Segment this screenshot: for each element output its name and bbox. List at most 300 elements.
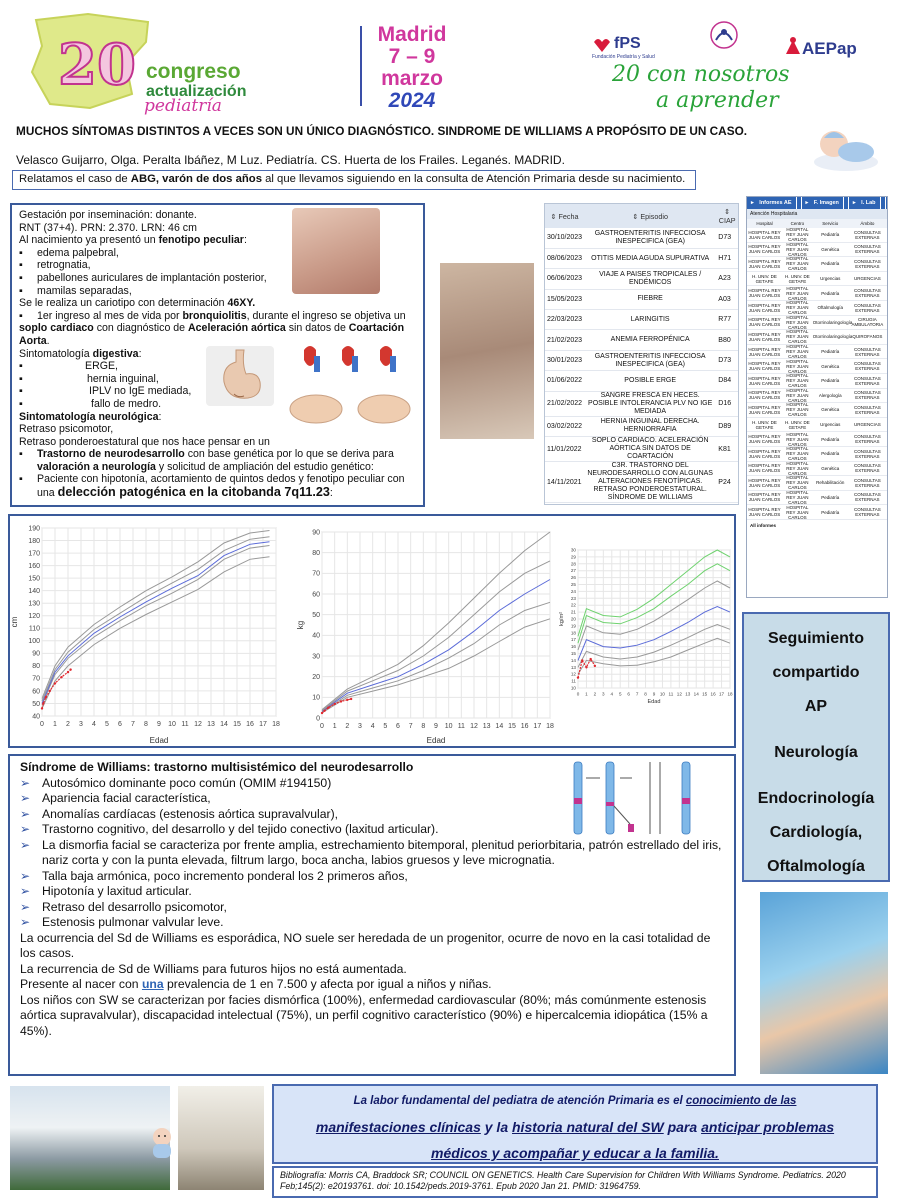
arrow-bullet-icon: ➢ <box>20 899 31 914</box>
newborn-photo <box>292 208 380 294</box>
report-servicio: Otorrinolaringología <box>812 319 853 325</box>
x-tick-label: 9 <box>652 691 656 697</box>
followup-line: Neurología <box>774 744 858 761</box>
report-row[interactable] <box>747 286 887 301</box>
y-axis-label: cm <box>10 616 19 628</box>
episode-fecha: 30/10/2023 <box>545 228 584 248</box>
arrow-bullet-icon: ➢ <box>20 884 31 898</box>
x-tick-label: 13 <box>207 721 215 728</box>
x-axis-label: Edad <box>426 736 446 745</box>
followup-line: Cardiología, <box>769 824 863 841</box>
followup-line: AP <box>804 698 828 715</box>
association-emblem-icon <box>704 20 744 56</box>
y-tick-label: 100 <box>28 638 40 646</box>
report-row[interactable] <box>747 359 887 374</box>
report-hospital: H. UNIV. DE GETAFE <box>752 419 777 430</box>
report-row[interactable] <box>747 476 887 491</box>
event-days: 7 – 9 <box>388 45 436 68</box>
report-servicio: Pediatría <box>821 509 840 515</box>
x-tick-label: 1 <box>585 691 588 697</box>
report-centro: HOSPITAL REY JUAN CARLOS <box>786 344 809 360</box>
followup-spacer <box>744 724 888 736</box>
digestive-item: ▪ hernia inguinal, <box>19 372 159 385</box>
baby-mascot-icon <box>148 1126 176 1160</box>
y-tick-label: 30 <box>312 653 320 661</box>
episode-ciap: H71 <box>716 248 738 268</box>
x-tick-label: 8 <box>421 723 426 730</box>
col-hospital[interactable]: Hospital <box>756 221 773 226</box>
report-ambito: CONSULTAS EXTERNAS <box>853 404 881 415</box>
case-text: Al nacimiento ya presentó un <box>19 234 159 247</box>
report-ambito: CIRUGIA AMBULATORIA <box>851 317 884 328</box>
case-text: Se le realiza un cariotipo con determinación <box>19 297 228 310</box>
x-tick-label: 17 <box>533 723 542 730</box>
y-tick-label: 16 <box>570 644 576 650</box>
report-centro: HOSPITAL REY JUAN CARLOS <box>786 300 809 316</box>
episode-fecha: 11/01/2022 <box>545 437 584 462</box>
episode-ciap: D73 <box>716 350 738 370</box>
x-tick-label: 1 <box>332 723 337 730</box>
williams-paragraph: La recurrencia de Sd de Williams para futuros hijos no está aumentada. <box>20 961 407 976</box>
report-servicio: Genética <box>821 407 840 413</box>
patient-point <box>41 707 43 709</box>
y-tick-label: 21 <box>570 609 576 615</box>
report-hospital: HOSPITAL REY JUAN CARLOS <box>748 492 781 503</box>
x-tick-label: 7 <box>635 691 639 697</box>
patient-point <box>350 698 352 700</box>
pheno-text: mamilas separadas, <box>37 284 132 297</box>
episode-fecha: 22/03/2023 <box>545 310 584 330</box>
report-servicio: Oftalmología <box>817 305 844 311</box>
case-line: Gestación por inseminación: donante. <box>19 209 197 221</box>
report-centro: HOSPITAL REY JUAN CARLOS <box>786 431 809 447</box>
patient-point <box>577 676 579 678</box>
y-tick-label: 150 <box>28 575 40 583</box>
episode-episodio: HERNIA INGUINAL DERECHA. HERNIORRAFIA <box>584 416 716 436</box>
williams-item-text: Talla baja armónica, poco incremento ponderal los 2 primeros años, <box>42 868 408 883</box>
case-line: RNT (37+4). PRN: 2.370. LRN: 46 cm <box>19 221 197 234</box>
y-tick-label: 110 <box>28 625 40 633</box>
infant-photo <box>440 263 534 439</box>
y-tick-label: 180 <box>28 537 40 545</box>
episode-fecha: 03/02/2022 <box>545 416 584 436</box>
x-tick-label: 11 <box>457 723 465 730</box>
episode-fecha: 21/02/2022 <box>545 391 584 416</box>
report-servicio: Pediatría <box>821 261 840 267</box>
x-tick-label: 6 <box>627 691 630 697</box>
report-centro: HOSPITAL REY JUAN CARLOS <box>786 256 809 272</box>
x-tick-label: 14 <box>693 691 699 697</box>
report-centro: HOSPITAL REY JUAN CARLOS <box>786 402 809 418</box>
y-tick-label: 140 <box>28 588 40 595</box>
report-servicio: Genética <box>821 246 840 252</box>
case-line: soplo cardiaco con diagnóstico de Aceleración aórtica sin datos de Coartación Aorta. <box>19 322 405 347</box>
pheno-text: edema palpebral, <box>37 246 119 259</box>
report-centro: HOSPITAL REY JUAN CARLOS <box>786 227 809 243</box>
episode-row[interactable] <box>545 330 738 350</box>
y-tick-label: 160 <box>28 562 40 570</box>
report-row[interactable] <box>747 345 887 360</box>
y-tick-label: 15 <box>570 651 576 657</box>
report-ambito: CONSULTAS EXTERNAS <box>853 258 881 269</box>
patient-point <box>594 665 596 667</box>
x-tick-label: 1 <box>53 721 57 728</box>
episode-fecha: 08/06/2023 <box>545 248 584 268</box>
x-tick-label: 2 <box>593 691 597 697</box>
y-tick-label: 29 <box>570 554 576 560</box>
report-servicio: Urgencias <box>820 422 841 428</box>
event-dates <box>372 24 452 112</box>
x-tick-label: 16 <box>520 723 529 730</box>
chromosome-diagram <box>570 758 720 838</box>
case-line: Sintomatología neurológica: <box>19 410 162 423</box>
logo-word-actualizacion: actualización <box>146 83 247 100</box>
y-tick-label: 30 <box>570 547 576 553</box>
y-tick-label: 17 <box>570 637 576 643</box>
episode-ciap: B80 <box>716 330 738 350</box>
episode-episodio: VIAJE A PAISES TROPICALES / ENDÉMICOS <box>584 269 716 289</box>
report-servicio: Pediatría <box>821 436 840 442</box>
col-centro[interactable]: Centro <box>790 221 805 226</box>
fps-name: fPS <box>614 35 641 52</box>
episode-row[interactable] <box>545 350 738 370</box>
patient-point <box>54 682 56 684</box>
patient-point <box>333 703 335 705</box>
digestive-item: ▪ IPLV no IgE mediada, <box>19 385 192 398</box>
report-row[interactable] <box>747 330 887 345</box>
pheno-text: retrognatia, <box>37 259 91 272</box>
x-tick-label: 0 <box>576 691 580 697</box>
episode-fecha: 21/02/2023 <box>545 330 584 350</box>
report-hospital: HOSPITAL REY JUAN CARLOS <box>748 477 781 488</box>
report-hospital: HOSPITAL REY JUAN CARLOS <box>748 448 781 459</box>
report-servicio: Urgencias <box>820 276 841 282</box>
x-tick-label: 9 <box>434 723 438 730</box>
report-hospital: HOSPITAL REY JUAN CARLOS <box>748 361 781 372</box>
report-row[interactable] <box>747 403 887 418</box>
report-centro: H. UNIV. DE GETAFE <box>784 273 810 284</box>
y-tick-label: 50 <box>32 700 40 708</box>
episode-ciap: D73 <box>716 228 738 248</box>
bmi-chart <box>558 546 734 706</box>
williams-paragraph: La ocurrencia del Sd de Williams es esporádica, NO suele ser heredada de un progenitor, ocurre de novo en la casi totalidad de los casos. <box>20 930 711 960</box>
report-ambito: CONSULTAS EXTERNAS <box>853 361 881 372</box>
report-centro: HOSPITAL REY JUAN CARLOS <box>786 489 809 505</box>
height-chart <box>12 520 282 746</box>
report-ambito: CONSULTAS EXTERNAS <box>853 229 881 240</box>
report-servicio: Rehabilitación <box>816 480 845 486</box>
y-tick-label: 10 <box>312 694 320 702</box>
slogan-line-2: a aprender <box>656 88 779 113</box>
report-servicio: Pediatría <box>821 451 840 457</box>
report-hospital: HOSPITAL REY JUAN CARLOS <box>748 244 781 255</box>
aepap-name: AEPap <box>802 39 857 58</box>
case-line <box>19 297 416 310</box>
patient-point <box>67 671 69 673</box>
williams-item-text: Anomalías cardíacas (estenosis aórtica supravalvular), <box>42 806 339 821</box>
x-tick-label: 5 <box>105 721 109 728</box>
report-ambito: CONSULTAS EXTERNAS <box>853 434 881 445</box>
col-header-ciap[interactable]: ⇕ CIAP <box>716 204 738 228</box>
episode-row[interactable] <box>545 437 738 462</box>
una-link[interactable]: una <box>141 977 164 991</box>
arrow-bullet-icon: ➢ <box>20 868 31 883</box>
report-ambito: CONSULTAS EXTERNAS <box>853 302 881 313</box>
reports-header <box>747 219 887 228</box>
authors: Velasco Guijarro, Olga. Peralta Ibáñez, M Luz. Pediatría. CS. Huerta de los Frailes. Leganés. MADRID. <box>16 153 565 167</box>
col-header-episodio[interactable]: ⇕ Episodio <box>584 204 716 228</box>
case-bullet: ▪ Trastorno de neurodesarrollo con base genética por lo que se deriva para valoración a neurología y solicitud de ampliación del estudio genético: <box>19 448 416 473</box>
x-tick-label: 7 <box>131 721 135 728</box>
y-tick-label: 10 <box>570 685 576 691</box>
episode-row[interactable] <box>545 371 738 391</box>
digestive-text: fallo de medro. <box>91 397 162 410</box>
y-tick-label: 13 <box>570 664 576 670</box>
episode-episodio: C3R. TRASTORNO DEL NEURODESARROLLO CON ALGUNAS ALTERACIONES FENOTÍPICAS. RETRASO PONDEROESTATURAL. SÍNDROME DE WILLIAMS <box>584 462 716 503</box>
report-ambito: CONSULTAS EXTERNAS <box>853 288 881 299</box>
report-servicio: Pediatría <box>821 494 840 500</box>
report-row[interactable] <box>747 432 887 447</box>
col-servicio[interactable]: Servicio <box>822 221 839 226</box>
y-tick-label: 120 <box>28 613 40 621</box>
x-tick-label: 16 <box>710 691 716 697</box>
intro-patient: ABG, varón de dos años <box>130 173 262 185</box>
fps-logo <box>588 30 676 60</box>
y-tick-label: 20 <box>312 674 320 681</box>
x-tick-label: 15 <box>702 691 708 697</box>
hernia-illustrations <box>286 393 416 425</box>
case-bold: 46XY. <box>227 297 256 310</box>
report-row[interactable] <box>747 389 887 404</box>
report-row[interactable] <box>747 272 887 287</box>
x-tick-label: 5 <box>383 723 388 730</box>
x-tick-label: 8 <box>644 691 647 697</box>
logo-word-congreso: congreso <box>146 60 241 83</box>
episode-fecha: 01/06/2022 <box>545 371 584 391</box>
episode-row[interactable] <box>545 269 738 289</box>
reports-footer[interactable]: All informes <box>750 522 777 528</box>
report-centro: HOSPITAL REY JUAN CARLOS <box>786 314 809 330</box>
report-centro: HOSPITAL REY JUAN CARLOS <box>786 475 809 491</box>
followup-line: Oftalmología <box>767 858 865 875</box>
report-hospital: HOSPITAL REY JUAN CARLOS <box>748 288 781 299</box>
patient-point <box>42 702 44 704</box>
patient-point <box>340 700 342 702</box>
x-axis-label: Edad <box>647 699 661 705</box>
report-row[interactable] <box>747 491 887 506</box>
report-row[interactable] <box>747 447 887 462</box>
report-row[interactable] <box>747 462 887 477</box>
episode-row[interactable] <box>545 248 738 268</box>
pheno-item: ▪ retrognatia, <box>19 259 91 272</box>
arrow-bullet-icon: ➢ <box>20 837 31 852</box>
report-centro: H. UNIV. DE GETAFE <box>784 419 810 430</box>
report-ambito: CONSULTAS EXTERNAS <box>853 244 881 255</box>
y-axis-label: kg/m² <box>559 612 565 626</box>
arrow-bullet-icon: ➢ <box>20 791 31 805</box>
tab-informes-ae[interactable]: ▸ Informes AE <box>747 197 802 209</box>
report-centro: HOSPITAL REY JUAN CARLOS <box>786 460 809 476</box>
patient-point <box>585 666 587 668</box>
y-tick-label: 70 <box>32 675 40 683</box>
x-tick-label: 6 <box>118 721 122 728</box>
report-ambito: URGENCIAS <box>854 276 881 282</box>
williams-heading: Síndrome de Williams: trastorno multisistémico del neurodesarrollo <box>20 760 414 774</box>
col-ambito[interactable]: Ámbito <box>860 221 875 226</box>
episode-episodio: SANGRE FRESCA EN HECES. POSIBLE INTOLERANCIA PLV NO IGE MEDIADA <box>584 391 716 416</box>
y-tick-label: 90 <box>32 650 40 658</box>
case-bold: fenotipo peculiar <box>158 234 244 247</box>
report-servicio: Pediatría <box>821 378 840 384</box>
y-tick-label: 14 <box>570 657 576 663</box>
x-tick-label: 12 <box>470 723 478 730</box>
report-servicio: Pediatría <box>821 290 840 296</box>
y-tick-label: 60 <box>32 688 40 696</box>
report-row[interactable] <box>747 505 887 520</box>
y-tick-label: 0 <box>316 715 320 723</box>
episode-row[interactable] <box>545 228 738 248</box>
x-tick-label: 0 <box>40 721 44 728</box>
report-centro: HOSPITAL REY JUAN CARLOS <box>786 387 809 403</box>
y-tick-label: 12 <box>570 671 576 677</box>
williams-item <box>20 884 724 900</box>
episode-row[interactable] <box>545 391 738 416</box>
report-centro: HOSPITAL REY JUAN CARLOS <box>786 446 809 462</box>
episode-episodio: OTITIS MEDIA AGUDA SUPURATIVA <box>584 248 716 268</box>
x-tick-label: 3 <box>358 723 362 730</box>
williams-item <box>20 869 724 885</box>
episode-row[interactable] <box>545 310 738 330</box>
report-row[interactable] <box>747 418 887 433</box>
y-tick-label: 70 <box>312 570 320 578</box>
episode-ciap: D84 <box>716 371 738 391</box>
report-row[interactable] <box>747 301 887 316</box>
y-tick-label: 24 <box>570 588 576 594</box>
x-tick-label: 13 <box>482 723 491 730</box>
y-tick-label: 60 <box>312 591 320 599</box>
case-line: Sintomatología digestiva: <box>19 347 142 360</box>
report-ambito: CONSULTAS EXTERNAS <box>853 375 881 386</box>
episode-episodio: POSIBLE ERGE <box>584 371 716 391</box>
x-tick-label: 5 <box>618 691 622 697</box>
conclusion: La labor fundamental del pediatra de atención Primaria es el conocimiento de las manifestaciones clínicas y la historia natural del SW para anticipar problemas médicos y acompañar y educar a la familia. <box>272 1084 878 1164</box>
report-ambito: URGENCIAS <box>854 422 881 428</box>
y-tick-label: 23 <box>570 595 576 601</box>
report-hospital: HOSPITAL REY JUAN CARLOS <box>748 390 781 401</box>
y-tick-label: 50 <box>312 612 320 619</box>
shared-followup-box <box>742 612 890 882</box>
child-photo <box>760 892 888 1074</box>
fps-subtitle: Fundación Pediatría y Salud <box>592 54 655 60</box>
report-row[interactable] <box>747 316 887 331</box>
report-row[interactable] <box>747 228 887 243</box>
report-row[interactable] <box>747 257 887 272</box>
x-tick-label: 14 <box>220 721 228 728</box>
report-hospital: H. UNIV. DE GETAFE <box>752 273 777 284</box>
followup-line: compartido <box>772 664 860 681</box>
report-hospital: HOSPITAL REY JUAN CARLOS <box>748 463 781 474</box>
patient-point <box>69 668 71 670</box>
x-tick-label: 14 <box>495 723 504 730</box>
x-tick-label: 6 <box>396 723 400 730</box>
episode-ciap: P24 <box>716 462 738 503</box>
digestive-text: IPLV no IgE mediada, <box>89 385 192 398</box>
arrow-bullet-icon: ➢ <box>20 806 31 821</box>
episode-episodio: GASTROENTERITIS INFECCIOSA INESPECIFICA (GEA) <box>584 228 716 248</box>
x-tick-label: 15 <box>508 723 516 730</box>
patient-point <box>323 710 325 712</box>
patient-point <box>346 699 348 701</box>
pheno-text: pabellones auriculares de implantación posterior, <box>37 271 267 284</box>
event-year: 2024 <box>388 89 436 112</box>
williams-item <box>20 900 724 916</box>
patient-point <box>327 706 329 708</box>
report-hospital: HOSPITAL REY JUAN CARLOS <box>748 375 781 386</box>
episode-row[interactable] <box>545 462 738 503</box>
williams-item-text: Retraso del desarrollo psicomotor, <box>42 899 227 914</box>
patient-point <box>589 658 591 660</box>
williams-item <box>20 915 724 931</box>
episodes-table <box>544 203 739 505</box>
report-ambito: CONSULTAS EXTERNAS <box>853 448 881 459</box>
episode-ciap: A23 <box>716 269 738 289</box>
report-ambito: CONSULTAS EXTERNAS <box>853 492 881 503</box>
col-header-fecha[interactable]: ⇕ Fecha <box>545 204 584 228</box>
x-tick-label: 10 <box>444 723 453 730</box>
x-tick-label: 0 <box>320 723 324 730</box>
episode-fecha: 06/06/2023 <box>545 269 584 289</box>
report-row[interactable] <box>747 374 887 389</box>
episode-episodio: ANEMIA FERROPÉNICA <box>584 330 716 350</box>
williams-item-text: Estenosis pulmonar valvular leve. <box>42 915 224 929</box>
health-center-photo <box>10 1086 170 1190</box>
y-tick-label: 190 <box>28 525 40 533</box>
episode-ciap: R77 <box>716 310 738 330</box>
case-text: Trastorno de neurodesarrollo con base genética por lo que se deriva para valoración a neurología y solicitud de ampliación del estudio genético: <box>37 448 394 473</box>
header-divider <box>360 26 362 106</box>
reports-subtitle: Atención Hospitalaria <box>747 209 887 219</box>
report-centro: HOSPITAL REY JUAN CARLOS <box>786 358 809 374</box>
x-tick-label: 17 <box>259 721 267 728</box>
followup-spacer <box>744 770 888 782</box>
tab-imagen[interactable]: ▸ F. Imagen <box>802 197 849 209</box>
report-hospital: HOSPITAL REY JUAN CARLOS <box>748 258 781 269</box>
patient-point <box>45 696 47 698</box>
pheno-item: ▪ mamilas separadas, <box>19 284 132 297</box>
report-hospital: HOSPITAL REY JUAN CARLOS <box>748 302 781 313</box>
report-ambito: CONSULTAS EXTERNAS <box>853 390 881 401</box>
y-tick-label: 80 <box>312 550 320 557</box>
followup-line: Seguimiento <box>767 630 864 647</box>
y-tick-label: 170 <box>28 550 40 558</box>
y-tick-label: 26 <box>570 575 576 581</box>
williams-item-text: La dismorfia facial se caracteriza por frente amplia, estrechamiento bitemporal, plenitud periorbitaria, patrón estrellado del iris, nariz corta y con la punta elevada, filtrum largo, boca ancha, labios gruesos y leve micrognatia. <box>42 837 722 867</box>
x-tick-label: 18 <box>546 723 554 730</box>
williams-paragraph: Presente al nacer con una prevalencia de 1 en 7.500 y afecta por igual a niños y niñas. <box>20 977 492 991</box>
williams-item-text: Hipotonía y laxitud articular. <box>42 884 192 898</box>
case-bullet: ▪ 1er ingreso al mes de vida por bronquiolitis, durante el ingreso se objetiva un <box>19 309 406 322</box>
report-servicio: Pediatría <box>821 349 840 355</box>
x-tick-label: 18 <box>727 691 733 697</box>
corridor-photo <box>178 1086 264 1190</box>
episode-row[interactable] <box>545 289 738 309</box>
report-centro: HOSPITAL REY JUAN CARLOS <box>786 285 809 301</box>
congress-logo <box>28 12 248 116</box>
tab-laboratorio[interactable]: ▸ I. Lab <box>849 197 886 209</box>
williams-item <box>20 838 724 869</box>
report-row[interactable] <box>747 243 887 258</box>
episode-row[interactable] <box>545 416 738 436</box>
